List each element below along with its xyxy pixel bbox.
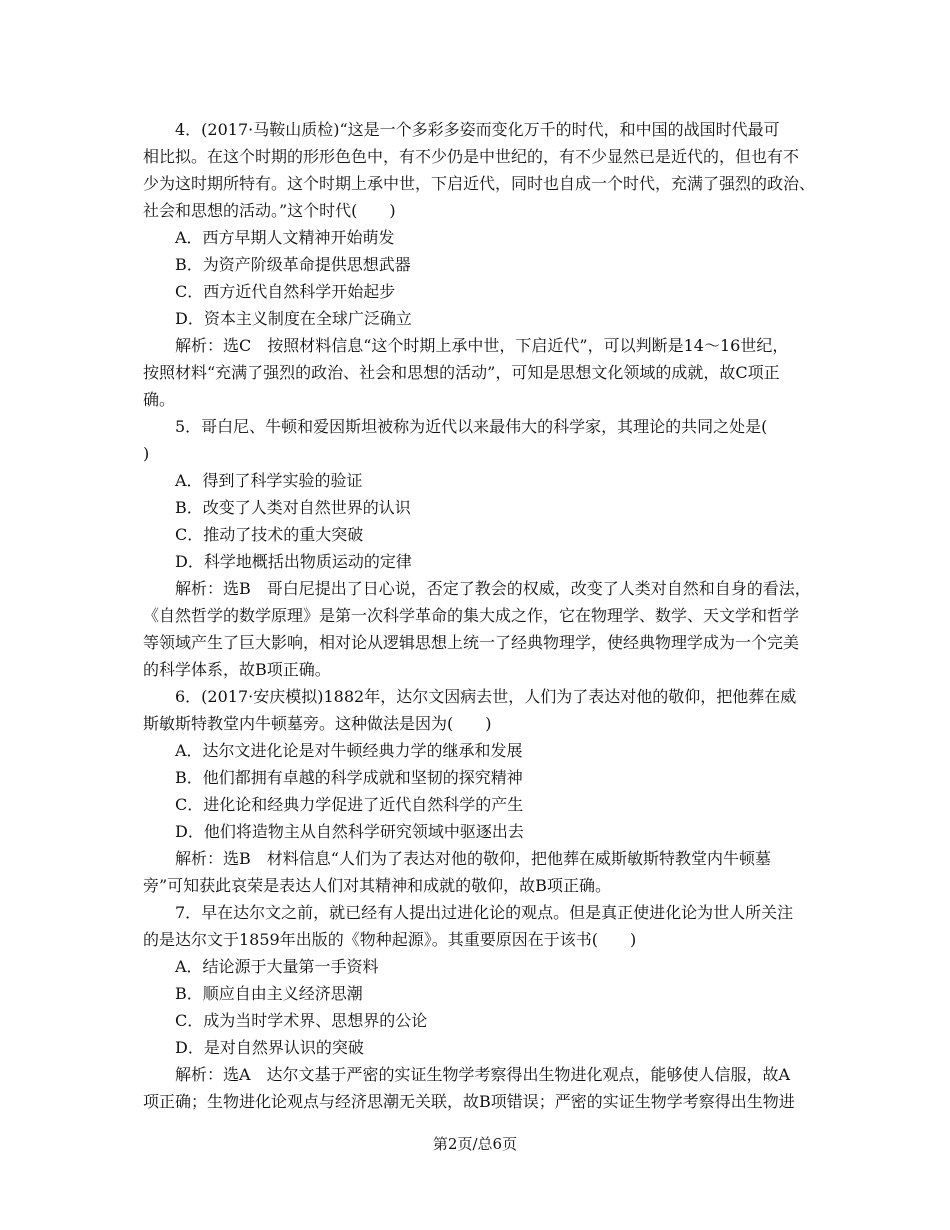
text-line: 6．(2017·安庆模拟)1882年，达尔文因病去世，人们为了表达对他的敬仰，把他葬在威 — [175, 687, 797, 706]
text-line: B．改变了人类对自然世界的认识 — [175, 498, 411, 517]
text-line: 项正确；生物进化论观点与经济思潮无关联，故B项错误；严密的实证生物学考察得出生物进 — [143, 1092, 795, 1111]
text-line: 解析：选B 材料信息“人们为了表达对他的敬仰，把他葬在威斯敏斯特教堂内牛顿墓 — [175, 849, 771, 868]
text-line: ) — [143, 444, 150, 463]
text-line: C．西方近代自然科学开始起步 — [175, 282, 396, 301]
text-line: 少为这时期所特有。这个时期上承中世，下启近代，同时也自成一个时代，充满了强烈的政治、 — [143, 174, 815, 193]
text-line: D．他们将造物主从自然科学研究领域中驱逐出去 — [175, 822, 524, 841]
text-line: 确。 — [143, 390, 176, 409]
text-line: 解析：选B 哥白尼提出了日心说，否定了教会的权威，改变了人类对自然和自身的看法， — [175, 579, 811, 598]
text-line: D．科学地概括出物质运动的定律 — [175, 552, 412, 571]
text-line: 4．(2017·马鞍山质检)“这是一个多彩多姿而变化万千的时代，和中国的战国时代最可 — [175, 120, 780, 139]
text-line: 的科学体系，故B项正确。 — [143, 660, 331, 679]
text-line: C．进化论和经典力学促进了近代自然科学的产生 — [175, 795, 524, 814]
document-body — [143, 116, 815, 1115]
text-line: 7．早在达尔文之前，就已经有人提出过进化论的观点。但是真正使进化论为世人所关注 — [175, 903, 794, 922]
text-line: A．达尔文进化论是对牛顿经典力学的继承和发展 — [175, 741, 523, 760]
text-line: 的是达尔文于1859年出版的《物种起源》。其重要原因在于该书( ) — [143, 930, 637, 949]
text-line: B．顺应自由主义经济思潮 — [175, 984, 363, 1003]
text-line: 等领域产生了巨大影响，相对论从逻辑思想上统一了经典物理学，使经典物理学成为一个完美 — [143, 633, 800, 652]
text-line: 解析：选A 达尔文基于严密的实证生物学考察得出生物进化观点，能够使人信服，故A — [175, 1065, 791, 1084]
text-line: 相比拟。在这个时期的形形色色中，有不少仍是中世纪的，有不少显然已是近代的，但也有不 — [143, 147, 800, 166]
text-line: D．是对自然界认识的突破 — [175, 1038, 364, 1057]
text-line: D．资本主义制度在全球广泛确立 — [175, 309, 412, 328]
text-line: B．他们都拥有卓越的科学成就和坚韧的探究精神 — [175, 768, 523, 787]
page-number: 第2页/总6页 — [432, 1135, 518, 1153]
text-line: A．结论源于大量第一手资料 — [175, 957, 379, 976]
text-line: 按照材料“充满了强烈的政治、社会和思想的活动”，可知是思想文化领域的成就，故C项正 — [143, 363, 780, 382]
text-line: C．推动了技术的重大突破 — [175, 525, 364, 544]
text-line: 5．哥白尼、牛顿和爱因斯坦被称为近代以来最伟大的科学家，其理论的共同之处是( — [175, 417, 768, 436]
text-line: 《自然哲学的数学原理》是第一次科学革命的集大成之作，它在物理学、数学、天文学和哲学 — [143, 606, 800, 625]
text-line: A．得到了科学实验的验证 — [175, 471, 363, 490]
text-line: 斯敏斯特教堂内牛顿墓旁。这种做法是因为( ) — [143, 714, 492, 733]
text-line: C．成为当时学术界、思想界的公论 — [175, 1011, 428, 1030]
text-line: 旁”可知获此哀荣是表达人们对其精神和成就的敬仰，故B项正确。 — [143, 876, 611, 895]
text-line: 社会和思想的活动。”这个时代( ) — [143, 201, 396, 220]
text-line: A．西方早期人文精神开始萌发 — [175, 228, 395, 247]
text-line: 解析：选C 按照材料信息“这个时期上承中世，下启近代”，可以判断是14～16世纪， — [175, 336, 789, 355]
text-line: B．为资产阶级革命提供思想武器 — [175, 255, 411, 274]
